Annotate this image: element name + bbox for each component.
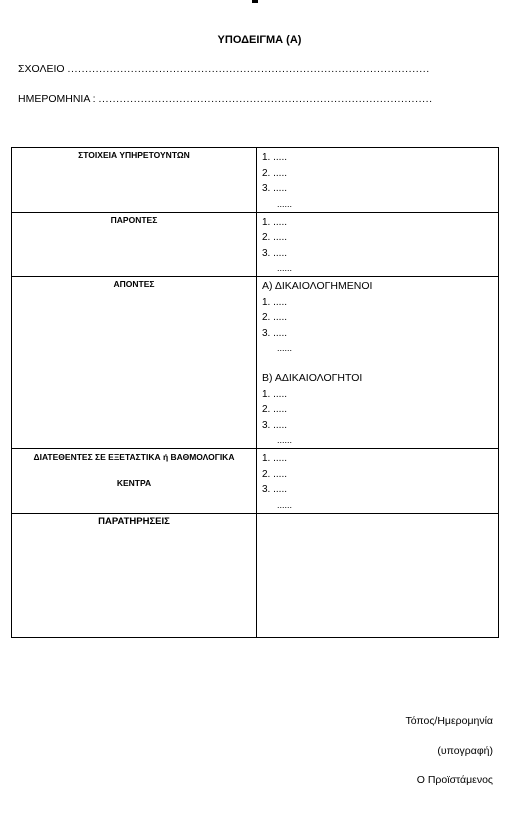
table-row-remarks: [12, 513, 499, 637]
row-header-absent: ΑΠΟΝΤΕΣ: [113, 279, 155, 289]
group-spacer: [262, 356, 498, 371]
list-item: 1. .....: [262, 296, 288, 308]
school-label: ΣΧΟΛΕΙΟ: [18, 63, 65, 75]
signature-role: Ο Προϊστάμενος: [416, 774, 493, 786]
list-absent: [257, 277, 498, 448]
signature-sign: (υπογραφή): [437, 745, 493, 757]
list-item: 1. .....: [262, 453, 288, 464]
school-field: [18, 63, 430, 75]
list-item: 2. .....: [262, 312, 288, 323]
list-item: 2. .....: [262, 167, 288, 179]
list-item: 2. .....: [262, 404, 288, 415]
signature-place-date: Τόπος/Ημερομηνία: [405, 715, 493, 727]
list-more: ......: [277, 435, 293, 445]
list-item: 2. .....: [262, 468, 288, 480]
list-more: ......: [277, 343, 293, 353]
list-more: ......: [277, 198, 293, 209]
list-item: 1. .....: [262, 388, 288, 400]
list-item: 2. .....: [262, 232, 288, 243]
date-dots: ...............................................................................................: [98, 93, 433, 105]
row-header-assigned-line1: ΔΙΑΤΕΘΕΝΤΕΣ ΣΕ ΕΞΕΤΑΣΤΙΚΑ ή ΒΑΘΜΟΛΟΓΙΚΑ: [33, 452, 235, 462]
table-row-absent: [12, 277, 499, 449]
row-header-assigned-line2: ΚΕΝΤΡΑ: [116, 478, 152, 488]
date-field: [18, 93, 433, 105]
date-label: ΗΜΕΡΟΜΗΝΙΑ :: [18, 93, 96, 105]
list-item: 1. .....: [262, 216, 288, 228]
list-item: 3. .....: [262, 327, 288, 339]
list-item: 3. .....: [262, 419, 288, 431]
row-header-present: ΠΑΡΟΝΤΕΣ: [110, 214, 158, 225]
list-item: 1. .....: [262, 152, 288, 163]
row-header-staff: ΣΤΟΙΧΕΙΑ ΥΠΗΡΕΤΟΥΝΤΩΝ: [78, 150, 190, 160]
table-row-staff: [12, 148, 499, 213]
table-row-assigned: [12, 449, 499, 514]
top-mark: [252, 0, 258, 3]
list-item: 3. .....: [262, 484, 288, 495]
list-item: 3. .....: [262, 247, 288, 259]
list-more: ......: [277, 499, 293, 510]
row-header-remarks: ΠΑΡΑΤΗΡΗΣΕΙΣ: [98, 515, 170, 527]
list-staff: [257, 148, 498, 212]
remarks-cell: [257, 513, 499, 637]
document-title: ΥΠΟΔΕΙΓΜΑ (Α): [217, 34, 302, 46]
row-header-assigned: [12, 449, 256, 490]
list-item: 3. .....: [262, 183, 288, 194]
list-assigned: [257, 449, 498, 513]
list-present: [257, 213, 498, 277]
staff-table: [11, 147, 499, 638]
group-label-justified: Α) ΔΙΚΑΙΟΛΟΓΗΜΕΝΟΙ: [262, 280, 373, 292]
school-dots: .......................................................................................................: [67, 63, 430, 75]
group-label-unjustified: Β) ΑΔΙΚΑΙΟΛΟΓΗΤΟΙ: [262, 372, 363, 384]
table-row-present: [12, 212, 499, 277]
list-more: ......: [277, 263, 293, 273]
